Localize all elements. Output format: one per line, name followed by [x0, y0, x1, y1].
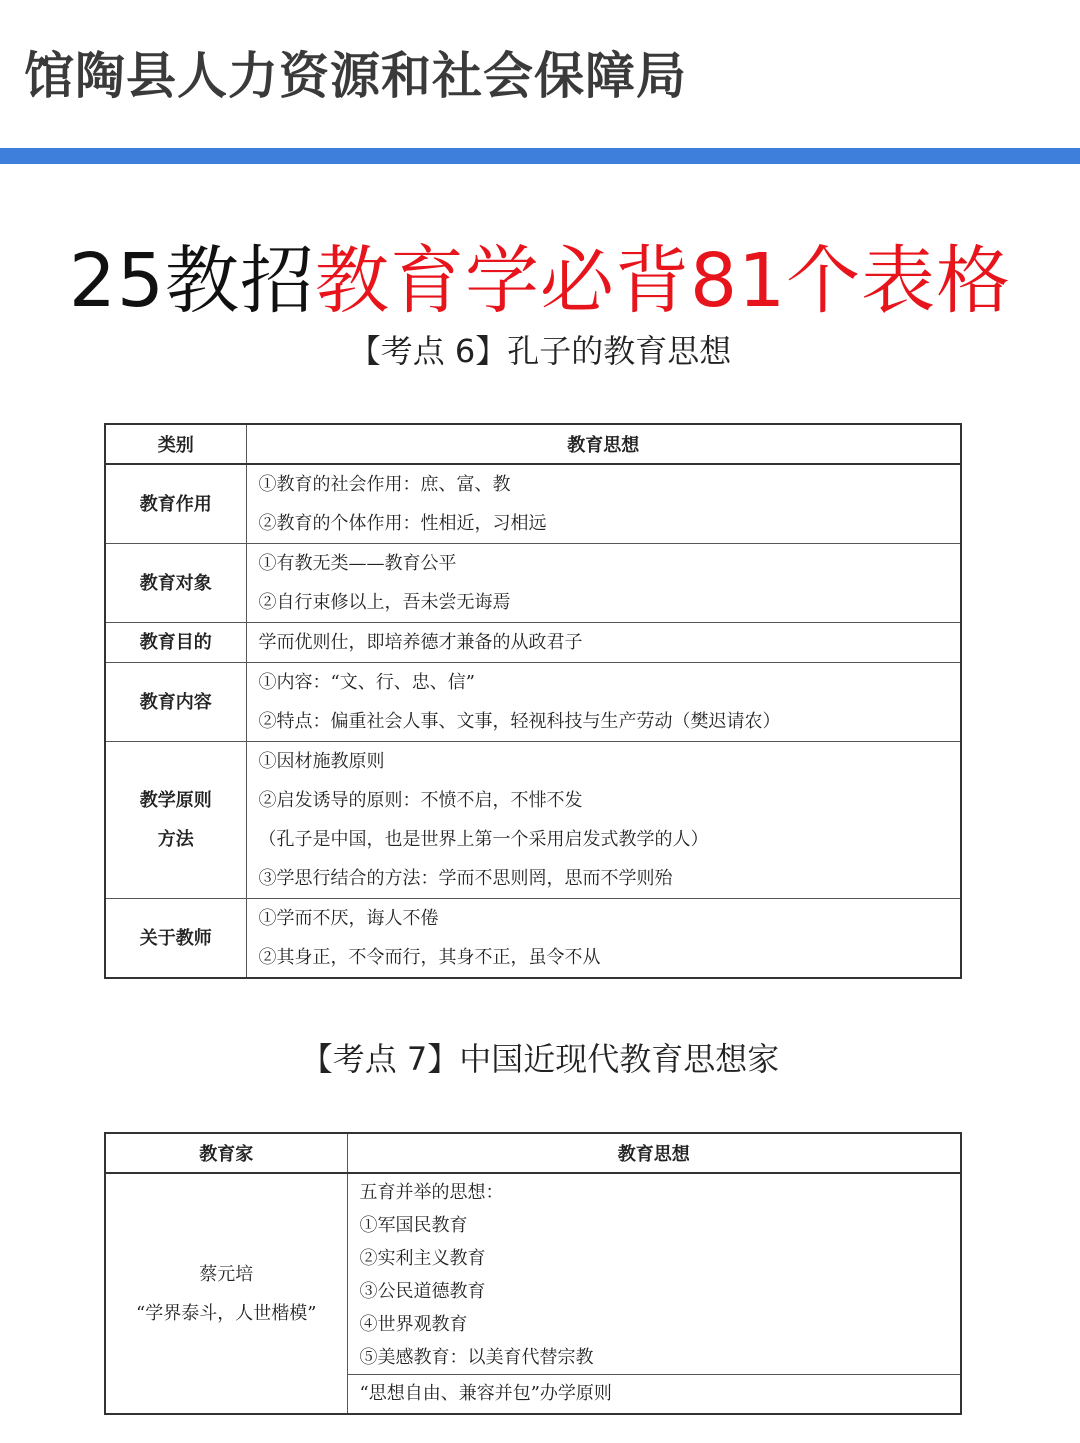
category-label: 教育内容	[139, 691, 212, 713]
educator-cell	[105, 1173, 347, 1414]
page-title	[0, 222, 1080, 328]
content-line: ②自行束修以上，吾未尝无诲焉	[258, 592, 511, 613]
row-content	[246, 742, 961, 899]
content-line: ②特点：偏重社会人事、文事，轻视科技与生产劳动（樊迟请农）	[258, 711, 781, 732]
content-line: ⑤美感教育：以美育代替宗教	[359, 1347, 594, 1368]
table-row	[105, 544, 961, 623]
row-content	[246, 544, 961, 623]
table-row	[105, 899, 961, 979]
content-line: ①有教无类——教育公平	[258, 553, 457, 574]
educator-name: 蔡元培	[199, 1263, 254, 1285]
row-content	[246, 899, 961, 979]
row-content	[246, 663, 961, 742]
table-row	[105, 742, 961, 899]
confucius-table	[104, 423, 962, 979]
org-name: 馆陶县人力资源和社会保障局	[24, 47, 687, 105]
header-divider-bar	[0, 148, 1080, 164]
category-label: 教学原则	[139, 790, 212, 811]
content-line: ②其身正，不令而行，其身不正，虽令不从	[258, 947, 601, 968]
table-row	[105, 1173, 961, 1375]
category-label: 关于教师	[139, 927, 212, 949]
content-line: ①教育的社会作用：庶、富、教	[258, 474, 511, 495]
content-line: ①因材施教原则	[258, 751, 385, 772]
content-line: ①学而不厌，诲人不倦	[258, 908, 439, 929]
table-row	[105, 464, 961, 544]
ideas-cell	[347, 1173, 961, 1375]
content-line: ②教育的个体作用：性相近，习相远	[258, 513, 547, 534]
content-line: ④世界观教育	[359, 1314, 468, 1335]
header-thought: 教育思想	[246, 424, 961, 464]
content-line: ③学思行结合的方法：学而不思则罔，思而不学则殆	[258, 868, 673, 889]
row-category	[105, 623, 246, 663]
header-thought: 教育思想	[347, 1133, 961, 1173]
row-category	[105, 742, 246, 899]
row-category	[105, 464, 246, 544]
content-line: “思想自由、兼容并包”办学原则	[359, 1383, 612, 1404]
title-highlight: 教育学必背81个表格	[315, 238, 1012, 324]
row-category	[105, 663, 246, 742]
educator-epithet: “学界泰斗，人世楷模”	[136, 1302, 317, 1324]
header-category: 类别	[105, 424, 246, 464]
educators-table	[104, 1132, 962, 1415]
content-line: ②启发诱导的原则：不愤不启，不悱不发	[258, 790, 583, 811]
row-category	[105, 899, 246, 979]
content-line: ②实利主义教育	[359, 1248, 486, 1269]
category-label: 教育作用	[139, 493, 212, 515]
table-row	[105, 623, 961, 663]
content-line: （孔子是中国，也是世界上第一个采用启发式教学的人）	[258, 829, 709, 850]
row-content	[246, 464, 961, 544]
table-row	[105, 663, 961, 742]
content-line: 学而优则仕，即培养德才兼备的从政君子	[258, 632, 583, 653]
content-line: ③公民道德教育	[359, 1281, 486, 1302]
section7-title: 【考点 7】中国近现代教育思想家	[300, 1040, 780, 1078]
content-line: ①内容：“文、行、忠、信”	[258, 672, 475, 693]
content-line: 五育并举的思想：	[359, 1182, 504, 1203]
row-category	[105, 544, 246, 623]
content-line: ①军国民教育	[359, 1215, 468, 1236]
header	[0, 0, 1080, 148]
category-label: 方法	[157, 829, 194, 850]
table-header-row	[105, 1133, 961, 1173]
category-label: 教育对象	[139, 572, 212, 594]
category-label: 教育目的	[139, 632, 212, 653]
header-educator: 教育家	[105, 1133, 347, 1173]
section6-title: 【考点 6】孔子的教育思想	[348, 332, 732, 370]
table-header-row	[105, 424, 961, 464]
principle-cell	[347, 1375, 961, 1415]
title-prefix: 25教招	[68, 238, 315, 324]
row-content	[246, 623, 961, 663]
